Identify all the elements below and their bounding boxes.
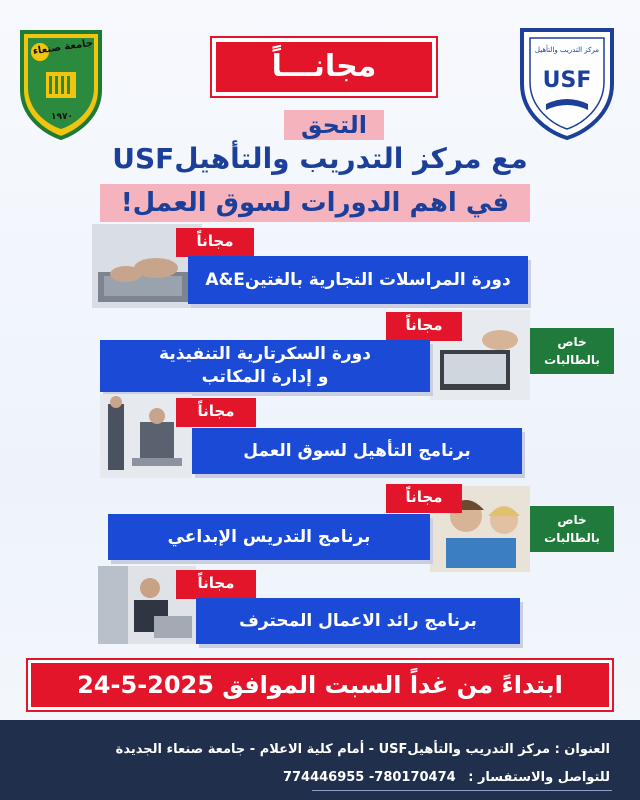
female-only-badge-1-line1: خاص [557,335,587,349]
female-only-badge-2 [530,506,614,552]
female-only-badge-1-line2: بالطالبات [544,353,600,367]
free-tag-1: مجاناً [176,228,254,254]
free-tag-4: مجاناً [386,484,462,510]
footer [0,720,640,800]
course-title-1: دورة المراسلات التجارية بالغتينA&E [188,256,528,304]
usf-logo-text: USF [542,68,592,93]
contact-phones: 774446955 -780170474 [282,770,456,785]
headline-line1: مع مركز التدريب والتأهيلUSF [112,142,528,175]
headline-line2: في اهم الدورات لسوق العمل! [100,184,530,222]
free-tag-2: مجاناً [386,312,462,338]
footer-contact [283,770,610,785]
sanaa-university-logo [18,28,104,140]
female-only-badge-2-line2: بالطالبات [544,531,600,545]
female-only-badge-1 [530,328,614,374]
contact-label: للتواصل والاستفسار : [468,770,610,785]
free-tag-3: مجاناً [176,398,256,424]
usf-logo-caption: مركز التدريب والتأهيل [534,46,600,54]
course-title-2-line1: دورة السكرتارية التنفيذية [159,344,371,365]
sanaa-university-name: جامعة صنعاء [32,37,94,58]
free-tag-5: مجاناً [176,570,256,596]
course-title-5: برنامج رائد الاعمال المحترف [196,598,520,644]
course-title-2-line2: و إدارة المكاتب [201,367,329,387]
free-badge-top: مجانـــاً [212,38,436,96]
start-date-banner: ابتداءً من غداً السبت الموافق 2025-5-24 [28,660,612,710]
course-title-2 [100,340,430,392]
join-label: التحق [284,110,384,140]
footer-address: العنوان : مركز التدريب والتأهيلUSF - أمام كلية الاعلام - جامعة صنعاء الجديدة [115,742,610,757]
sanaa-university-year: ١٩٧٠ [51,112,73,122]
usf-logo [516,24,618,142]
footer-underline [312,790,612,791]
female-only-badge-2-line1: خاص [557,513,587,527]
red-line-4 [386,510,462,513]
course-title-3: برنامج التأهيل لسوق العمل [192,428,522,474]
course-title-4: برنامج التدريس الإبداعي [108,514,430,560]
red-line-3 [176,424,256,427]
